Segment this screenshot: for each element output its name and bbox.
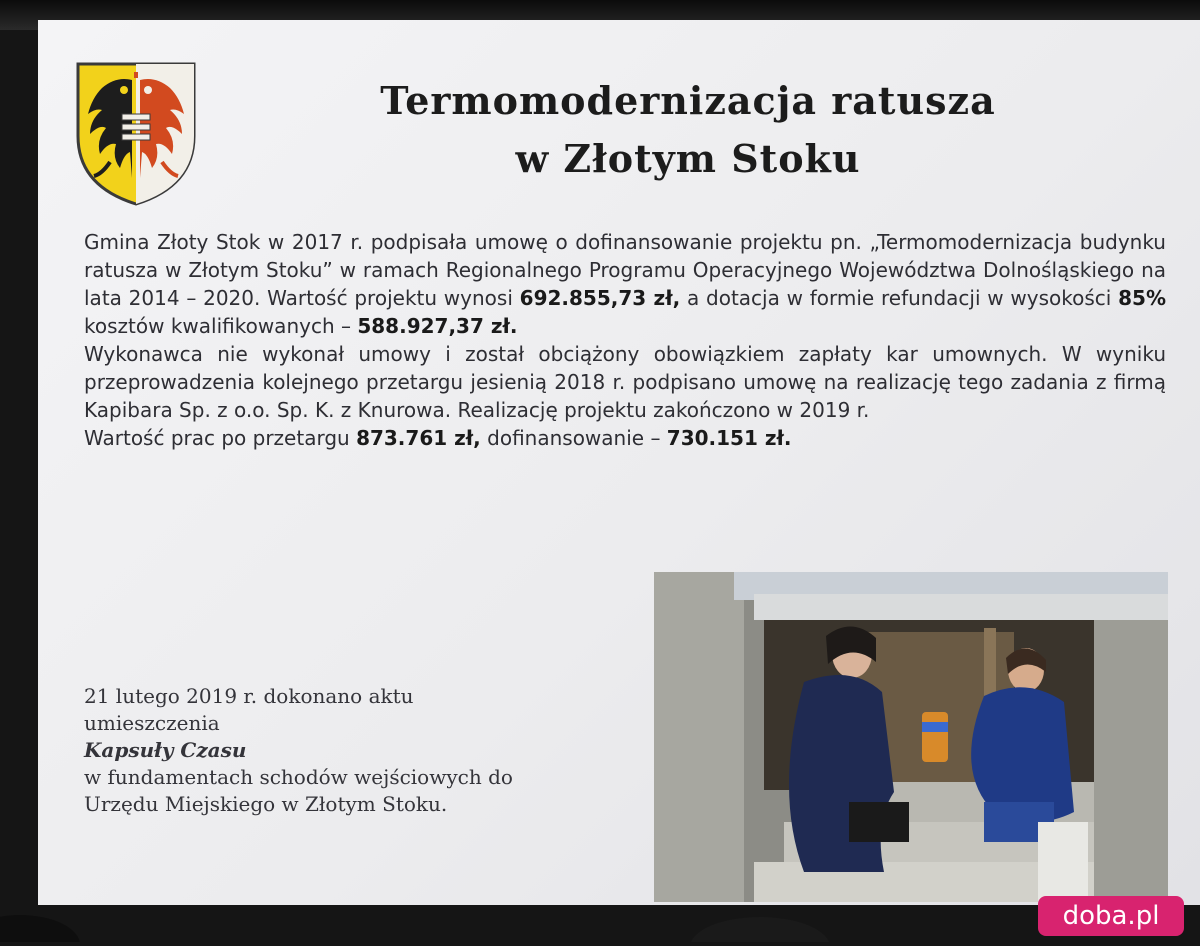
paragraph-funding-text-3: kosztów kwalifikowanych – — [84, 314, 358, 338]
slide-body — [84, 228, 1166, 452]
paragraph-funding-text-1: Gmina Złoty Stok w 2017 r. podpisała umowę o dofinansowanie projektu pn. „Termomodernizacja budynku ratusza w Złotym Stoku” w ramach Regionalnego Programu Operacyjnego Województwa Dolnośląskiego na lata 2014 – 2020. Wartość projektu wynosi — [84, 230, 1166, 310]
caption-line-2-prefix: umieszczenia — [84, 711, 220, 735]
slide-title — [308, 72, 1068, 188]
slide-title-line-2: w Złotym Stoku — [515, 136, 861, 181]
doba-watermark-logo: doba.pl — [1038, 896, 1184, 936]
slide-title-line-1: Termomodernizacja ratusza — [380, 78, 996, 123]
projected-slide — [38, 20, 1200, 905]
grant-percentage: 85% — [1118, 286, 1166, 310]
paragraph-funding-text-2: a dotacja w formie refundacji w wysokości — [680, 286, 1119, 310]
works-value: 873.761 zł, — [356, 426, 481, 450]
paragraph-funding — [84, 228, 1166, 340]
paragraph-contractor: Wykonawca nie wykonał umowy i został obciążony obowiązkiem zapłaty kar umownych. W wyniku przeprowadzenia kolejnego przetargu jesienią 2018 r. podpisano umowę na realizację tego zadania z firmą Kapibara Sp. z o.o. Sp. K. z Knurowa. Realizację projektu zakończono w 2019 r. — [84, 342, 1166, 422]
caption-line-4: Urzędu Miejskiego w Złotym Stoku. — [84, 792, 448, 816]
eligible-costs-value: 588.927,37 zł. — [357, 314, 518, 338]
co-financing-value: 730.151 zł. — [666, 426, 792, 450]
paragraph-final-text-2: dofinansowanie – — [480, 426, 667, 450]
caption-line-3: w fundamentach schodów wejściowych do — [84, 765, 513, 789]
coat-of-arms-eagle-icon — [72, 58, 200, 208]
audience-silhouettes — [0, 905, 1200, 942]
caption-line-2 — [84, 710, 644, 764]
time-capsule-photo-icon — [654, 572, 1168, 902]
project-value: 692.855,73 zł, — [519, 286, 681, 310]
time-capsule-caption — [84, 683, 644, 818]
caption-emphasis: Kapsuły Czasu — [84, 738, 247, 762]
paragraph-final-text-1: Wartość prac po przetargu — [84, 426, 357, 450]
paragraph-final-values — [84, 424, 1166, 452]
caption-line-1: 21 lutego 2019 r. dokonano aktu — [84, 684, 414, 708]
